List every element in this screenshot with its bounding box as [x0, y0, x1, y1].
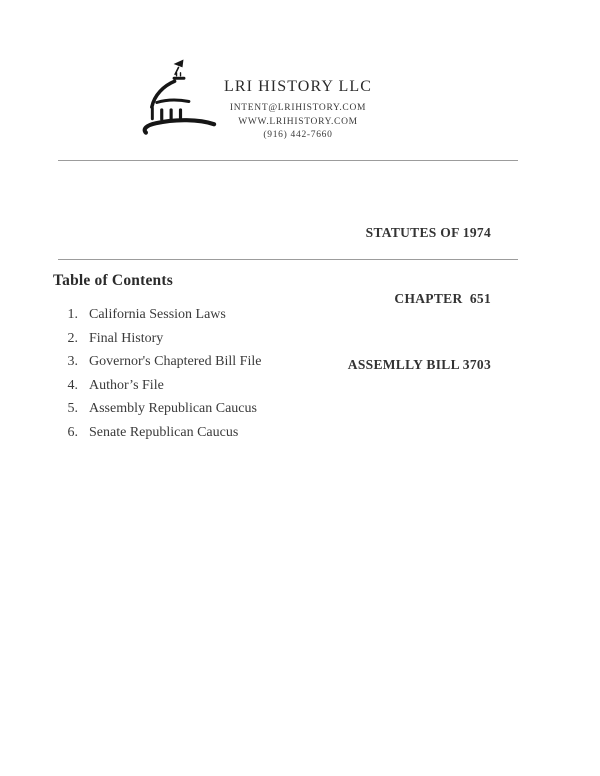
toc-item	[63, 353, 261, 377]
assembly-bill-line: ASSEMLLY BILL 3703	[347, 357, 491, 372]
toc-item-number: 2.	[67, 330, 78, 346]
toc-title: Table of Contents	[53, 272, 173, 289]
toc-item	[63, 424, 261, 448]
toc-item-label: Author’s File	[89, 377, 164, 393]
statutes-line: STATUTES OF 1974	[365, 225, 491, 240]
divider-top	[58, 160, 518, 161]
toc-item-label: Assembly Republican Caucus	[89, 401, 257, 417]
toc-item-number: 6.	[67, 424, 78, 440]
company-email: INTENT@LRIHISTORY.COM	[229, 103, 367, 113]
toc-item-number: 4.	[67, 377, 78, 393]
letterhead	[202, 77, 394, 143]
toc-item-number: 1.	[67, 307, 78, 322]
toc-item	[63, 330, 261, 354]
toc-list	[63, 306, 261, 448]
toc-item-label: Senate Republican Caucus	[89, 424, 239, 440]
bill-reference	[348, 178, 491, 420]
toc-item	[63, 306, 261, 330]
toc-item	[63, 400, 261, 424]
company-website: WWW.LRIHISTORY.COM	[238, 116, 358, 127]
company-phone: (916) 442-7660	[263, 130, 333, 140]
toc-item	[63, 377, 261, 401]
toc-item-number: 5.	[67, 401, 78, 417]
company-name: LRI HISTORY LLC	[223, 78, 373, 95]
toc-item-label: California Session Laws	[89, 307, 226, 322]
chapter-line: CHAPTER 651	[394, 291, 491, 306]
toc-item-number: 3.	[67, 354, 78, 370]
toc-item-label: Governor's Chaptered Bill File	[89, 354, 262, 370]
toc-item-label: Final History	[89, 330, 164, 346]
